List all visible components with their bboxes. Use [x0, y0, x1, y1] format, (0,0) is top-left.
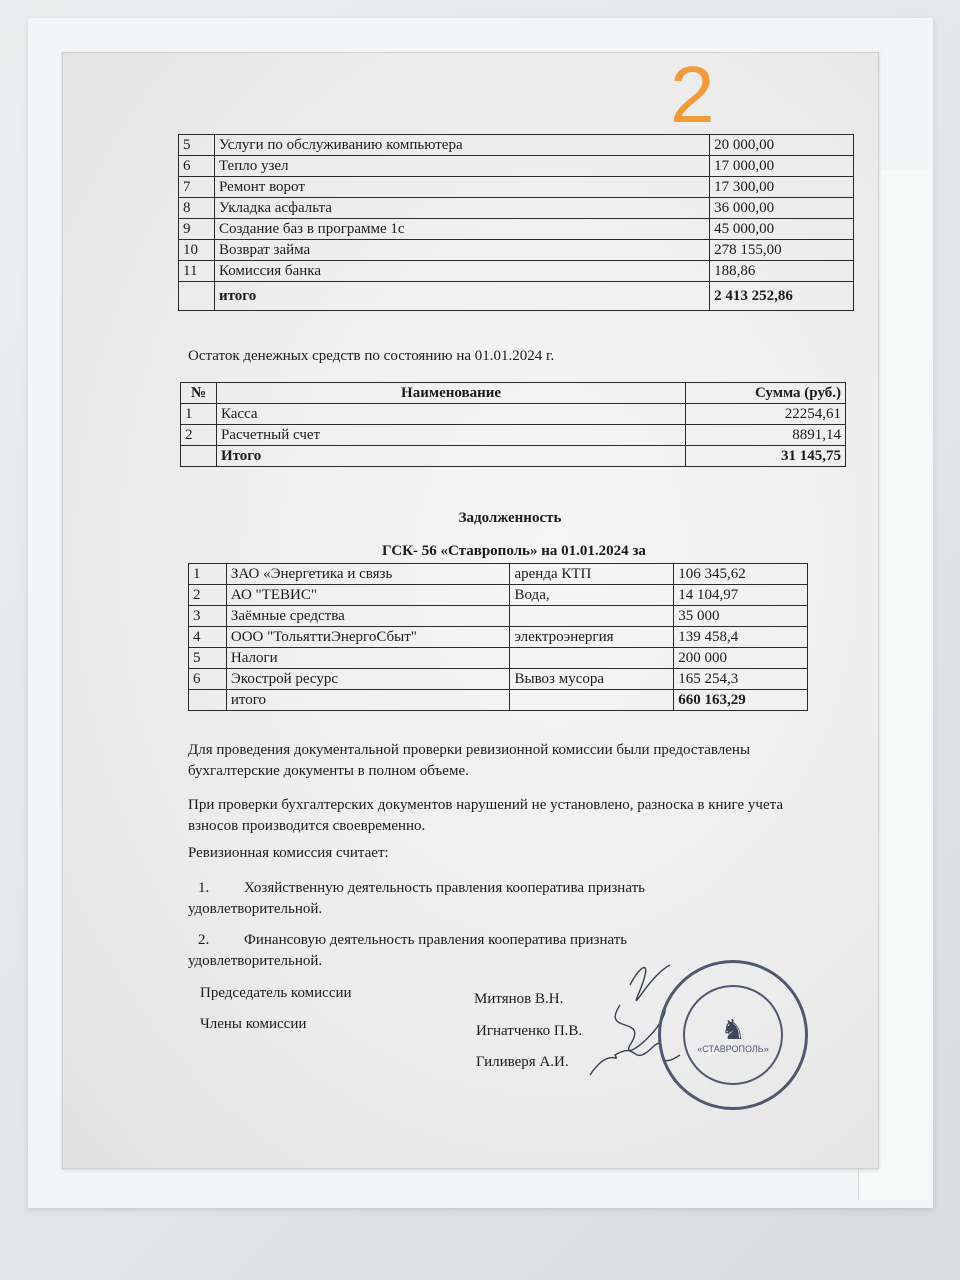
- row-purpose: [510, 648, 674, 669]
- row-purpose: [510, 606, 674, 627]
- chair-label: Председатель комиссии: [200, 985, 352, 1001]
- row-number: 5: [179, 135, 215, 156]
- item-1-number: 1.: [198, 880, 210, 896]
- total-label: Итого: [216, 446, 685, 467]
- col-no-header: №: [181, 383, 217, 404]
- row-number: 3: [189, 606, 227, 627]
- total-label: итого: [226, 690, 510, 711]
- row-name: Услуги по обслуживанию компьютера: [214, 135, 709, 156]
- total-row: [179, 282, 854, 311]
- table-row: [189, 627, 808, 648]
- row-purpose: Вывоз мусора: [510, 669, 674, 690]
- empty-cell: [189, 690, 227, 711]
- row-number: 2: [181, 425, 217, 446]
- member-1-name: Игнатченко П.В.: [476, 1023, 583, 1039]
- empty-cell: [510, 690, 674, 711]
- table-row: [189, 669, 808, 690]
- row-name: Укладка асфальта: [214, 198, 709, 219]
- row-sum: 22254,61: [686, 404, 846, 425]
- item-2-text: Финансовую деятельность правления кооператива признать удовлетворительной.: [188, 932, 628, 969]
- row-number: 11: [179, 261, 215, 282]
- row-sum: 35 000: [674, 606, 808, 627]
- row-sum: 165 254,3: [674, 669, 808, 690]
- row-sum: 14 104,97: [674, 585, 808, 606]
- row-number: 1: [181, 404, 217, 425]
- row-name: АО "ТЕВИС": [226, 585, 510, 606]
- paragraph-no-violations: При проверки бухгалтерских документов нарушений не установлено, разноска в книге учета взносов производится своевременно.: [188, 797, 783, 834]
- item-1-text: Хозяйственную деятельность правления кооператива признать удовлетворительной.: [188, 880, 645, 917]
- table-row: [179, 156, 854, 177]
- row-number: 6: [189, 669, 227, 690]
- row-number: 10: [179, 240, 215, 261]
- row-number: 1: [189, 564, 227, 585]
- member-2-name: Гиливеря А.И.: [476, 1054, 569, 1070]
- row-name: ООО "ТольяттиЭнергоСбыт": [226, 627, 510, 648]
- total-row: [181, 446, 846, 467]
- row-name: Комиссия банка: [214, 261, 709, 282]
- row-sum: 200 000: [674, 648, 808, 669]
- row-purpose: электроэнергия: [510, 627, 674, 648]
- chair-name: Митянов В.Н.: [474, 991, 564, 1007]
- row-name: Экострой ресурс: [226, 669, 510, 690]
- stamp-center: [683, 985, 783, 1085]
- table-row: [189, 606, 808, 627]
- table-row: [181, 404, 846, 425]
- expenses-table: [178, 134, 854, 311]
- row-sum: 8891,14: [686, 425, 846, 446]
- row-sum: 17 000,00: [710, 156, 854, 177]
- row-name: ЗАО «Энергетика и связь: [226, 564, 510, 585]
- table-row: [179, 135, 854, 156]
- row-name: Налоги: [226, 648, 510, 669]
- row-name: Заёмные средства: [226, 606, 510, 627]
- row-sum: 36 000,00: [710, 198, 854, 219]
- empty-cell: [179, 282, 215, 311]
- row-number: 7: [179, 177, 215, 198]
- table-row: [179, 198, 854, 219]
- row-number: 5: [189, 648, 227, 669]
- round-seal-stamp: [658, 960, 808, 1110]
- table-row: [179, 219, 854, 240]
- item-2-number: 2.: [198, 932, 210, 948]
- balance-heading: Остаток денежных средств по состоянию на 01.01.2024 г.: [188, 348, 555, 364]
- debts-title: Задолженность: [458, 510, 562, 526]
- row-number: 8: [179, 198, 215, 219]
- col-sum-header: Сумма (руб.): [686, 383, 846, 404]
- row-sum: 106 345,62: [674, 564, 808, 585]
- row-name: Тепло узел: [214, 156, 709, 177]
- stamp-center-text: «СТАВРОПОЛЬ»: [697, 1044, 769, 1054]
- members-label: Члены комиссии: [200, 1016, 307, 1032]
- row-sum: 139 458,4: [674, 627, 808, 648]
- row-purpose: аренда КТП: [510, 564, 674, 585]
- row-sum: 278 155,00: [710, 240, 854, 261]
- total-value: 2 413 252,86: [710, 282, 854, 311]
- row-sum: 20 000,00: [710, 135, 854, 156]
- paragraph-documents: Для проведения документальной проверки ревизионной комиссии были предоставлены бухгалтерские документы в полном объеме.: [188, 742, 751, 779]
- table-row: [179, 240, 854, 261]
- debts-subtitle: ГСК- 56 «Ставрополь» на 01.01.2024 за: [382, 543, 646, 559]
- total-label: итого: [214, 282, 709, 311]
- row-sum: 45 000,00: [710, 219, 854, 240]
- row-purpose: Вода,: [510, 585, 674, 606]
- paragraph-commission-considers: Ревизионная комиссия считает:: [188, 845, 389, 861]
- row-number: 6: [179, 156, 215, 177]
- row-sum: 188,86: [710, 261, 854, 282]
- balance-table: [180, 382, 846, 467]
- row-number: 2: [189, 585, 227, 606]
- row-number: 9: [179, 219, 215, 240]
- table-row: [179, 261, 854, 282]
- col-name-header: Наименование: [216, 383, 685, 404]
- debts-table: [188, 563, 808, 711]
- total-row: [189, 690, 808, 711]
- total-value: 31 145,75: [686, 446, 846, 467]
- row-name: Расчетный счет: [216, 425, 685, 446]
- handwritten-page-number: 2: [670, 50, 715, 139]
- horse-rider-icon: ♞: [720, 1014, 746, 1045]
- table-row: [181, 425, 846, 446]
- row-name: Касса: [216, 404, 685, 425]
- row-name: Возврат займа: [214, 240, 709, 261]
- table-row: [189, 585, 808, 606]
- row-number: 4: [189, 627, 227, 648]
- empty-cell: [181, 446, 217, 467]
- table-row: [189, 564, 808, 585]
- row-sum: 17 300,00: [710, 177, 854, 198]
- table-row: [189, 648, 808, 669]
- row-name: Ремонт ворот: [214, 177, 709, 198]
- table-row: [179, 177, 854, 198]
- total-value: 660 163,29: [674, 690, 808, 711]
- row-name: Создание баз в программе 1с: [214, 219, 709, 240]
